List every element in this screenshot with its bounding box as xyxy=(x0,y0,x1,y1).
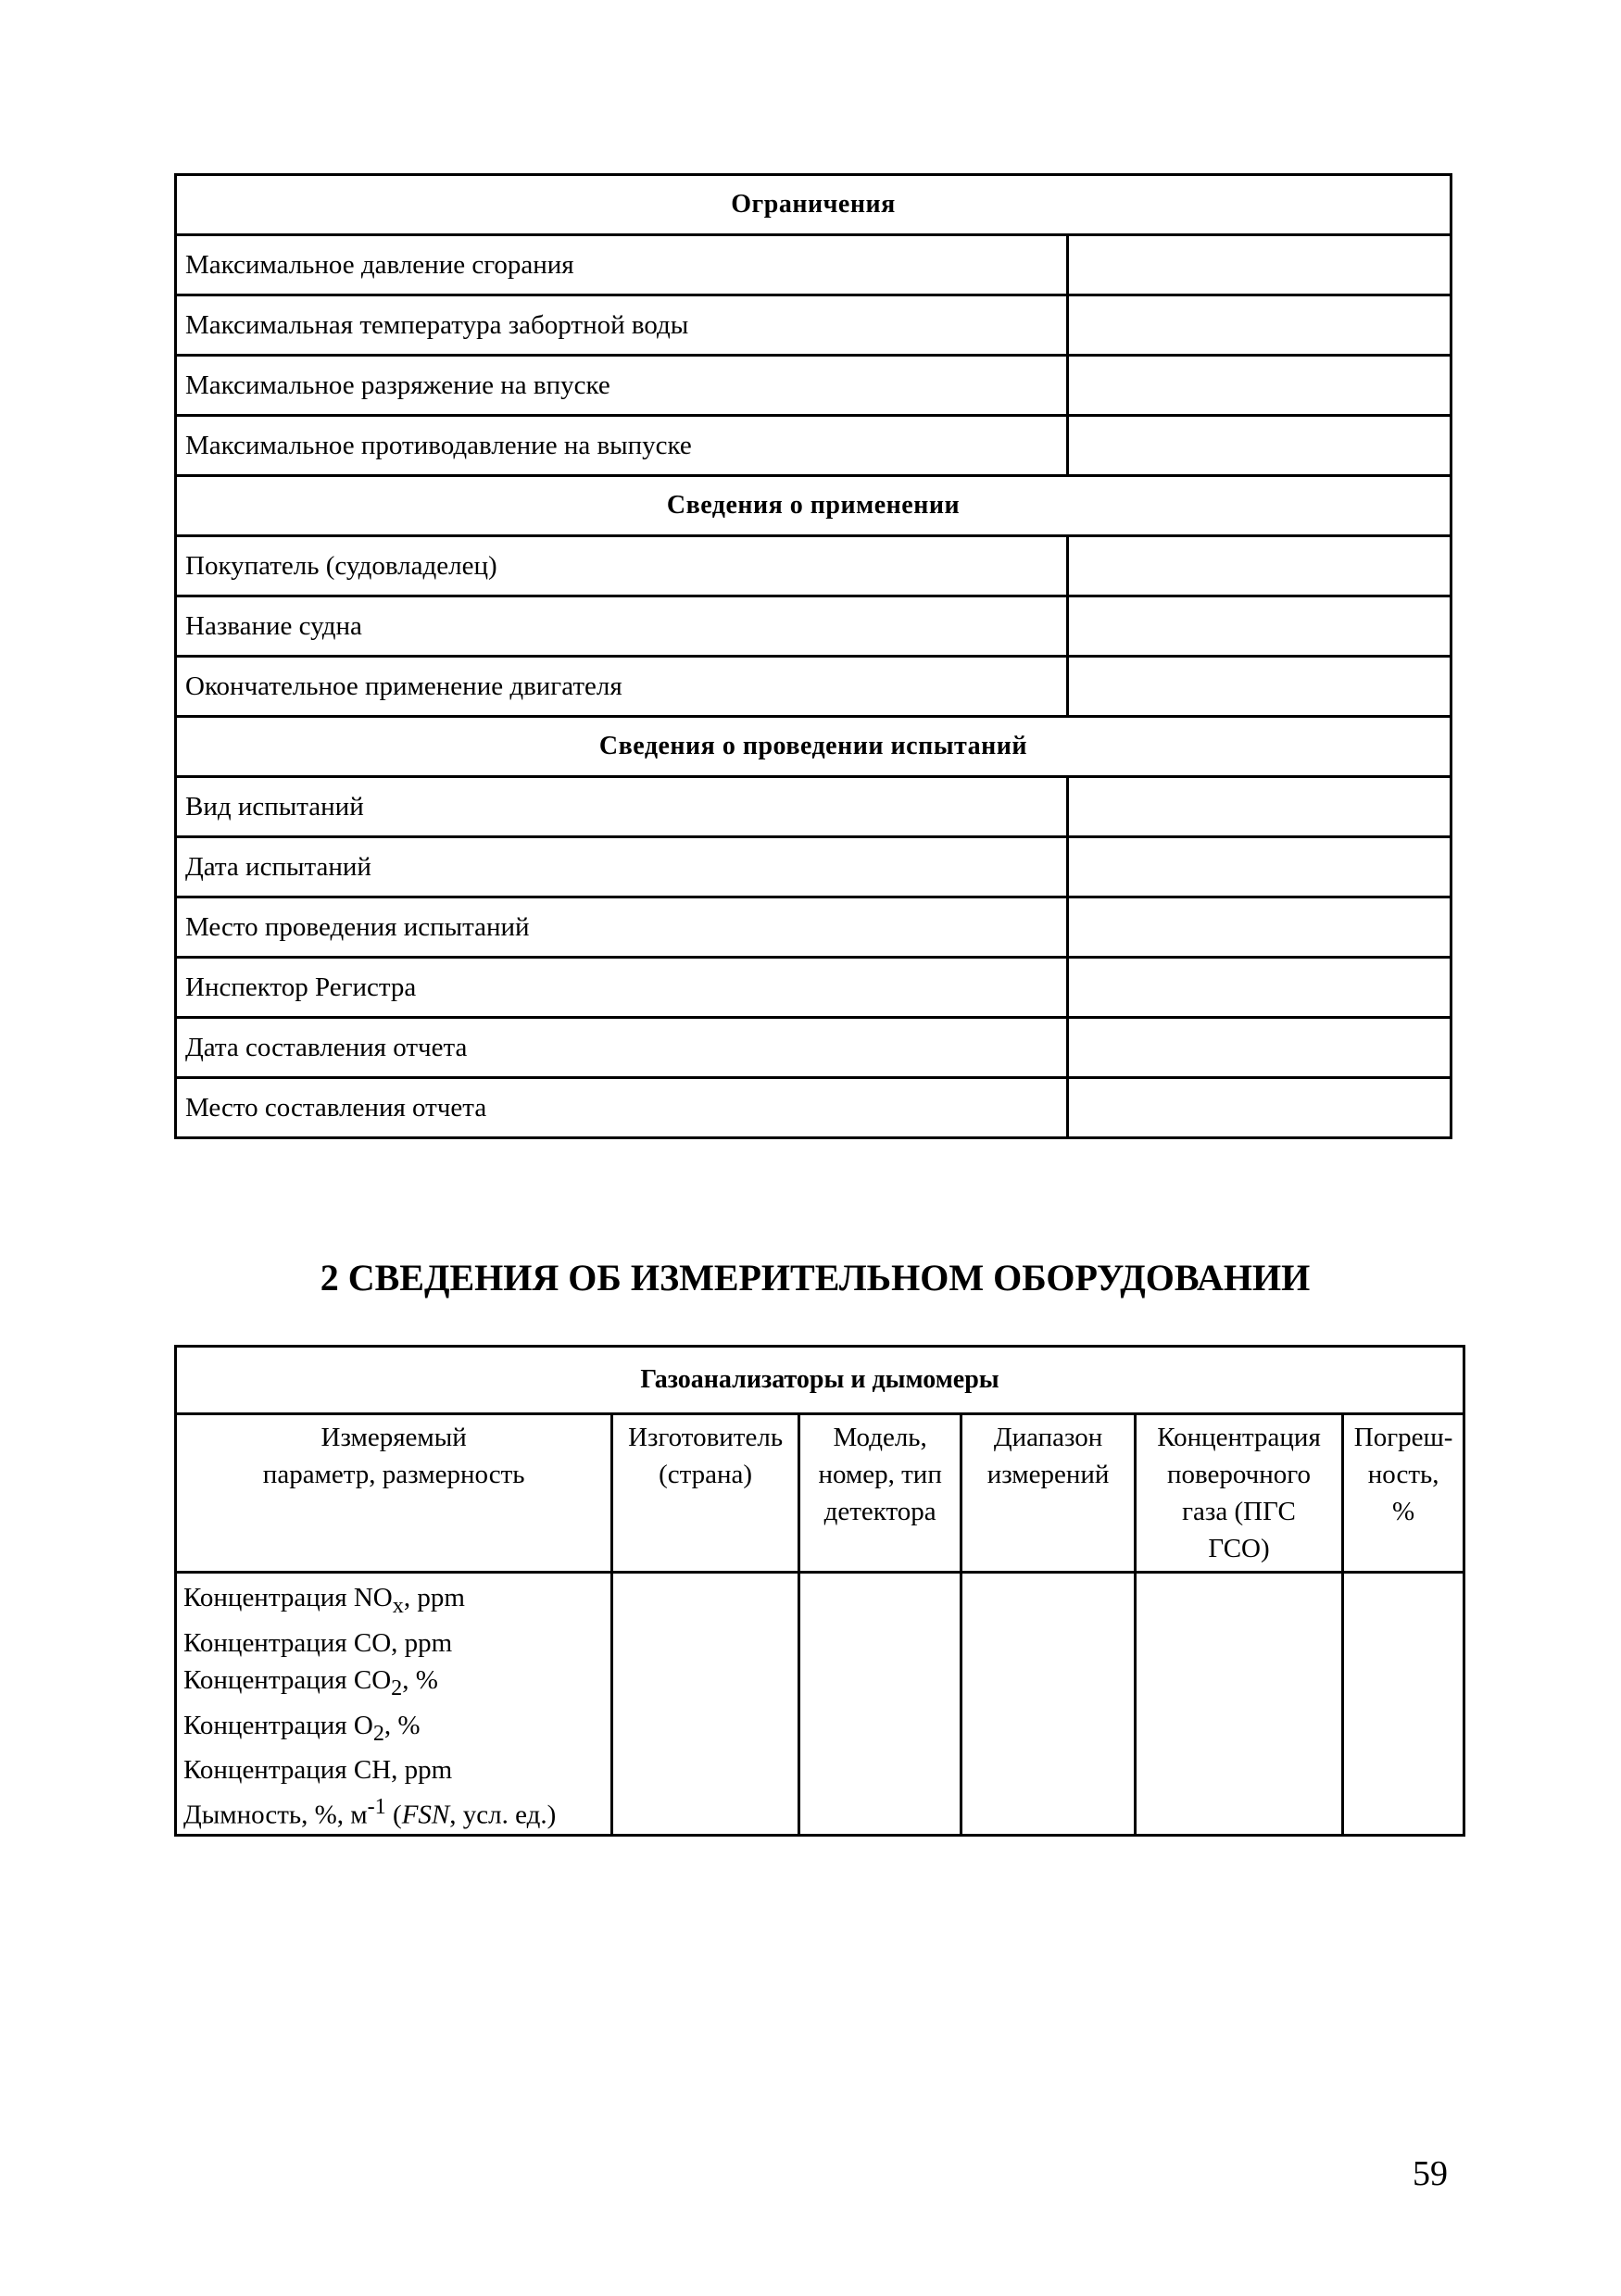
row-label: Дата составления отчета xyxy=(176,1018,1068,1078)
param-co: Концентрация CO, ppm xyxy=(183,1627,453,1658)
header-line: Диапазон xyxy=(993,1423,1103,1452)
table-row xyxy=(176,777,1451,837)
col-header-calibration-gas xyxy=(1135,1414,1342,1573)
value-cell[interactable] xyxy=(961,1573,1135,1836)
table-row xyxy=(176,837,1451,897)
engine-info-table xyxy=(174,173,1452,1139)
value-cell[interactable] xyxy=(1068,356,1451,416)
header-line: ГСО) xyxy=(1208,1534,1270,1563)
header-line: газа (ПГС xyxy=(1182,1497,1296,1526)
header-line: измерений xyxy=(986,1460,1110,1489)
section-heading: 2 СВЕДЕНИЯ ОБ ИЗМЕРИТЕЛЬНОМ ОБОРУДОВАНИИ xyxy=(320,1257,1311,1299)
page-number: 59 xyxy=(1413,2154,1448,2193)
table-row xyxy=(176,1573,1464,1836)
value-cell[interactable] xyxy=(1068,1018,1451,1078)
header-line: Погреш- xyxy=(1353,1423,1453,1452)
row-label: Вид испытаний xyxy=(176,777,1068,837)
param-smoke: Дымность, %, $м^{-1}$ (FSN, усл. ед.) xyxy=(183,1794,557,1831)
table-row xyxy=(176,596,1451,657)
param-ch: Концентрация CH, ppm xyxy=(183,1755,453,1786)
table-row xyxy=(176,295,1451,356)
value-cell[interactable] xyxy=(1068,777,1451,837)
header-line: (страна) xyxy=(659,1460,753,1489)
row-label: Максимальная температура забортной воды xyxy=(176,295,1068,356)
row-label: Покупатель (судовладелец) xyxy=(176,536,1068,596)
row-label: Название судна xyxy=(176,596,1068,657)
gas-analyzers-table xyxy=(174,1345,1465,1837)
header-line: детектора xyxy=(823,1497,936,1526)
table-caption: Газоанализаторы и дымомеры xyxy=(176,1347,1464,1414)
value-cell[interactable] xyxy=(1068,536,1451,596)
header-line: Измеряемый xyxy=(320,1423,467,1452)
table-row xyxy=(176,356,1451,416)
header-row xyxy=(176,1414,1464,1573)
value-cell[interactable] xyxy=(1068,295,1451,356)
parameters-cell xyxy=(176,1573,612,1836)
header-line: Концентрация xyxy=(1157,1423,1321,1452)
header-line: поверочного xyxy=(1167,1460,1311,1489)
value-cell[interactable] xyxy=(1343,1573,1464,1836)
col-header-model xyxy=(798,1414,961,1573)
value-cell[interactable] xyxy=(1068,958,1451,1018)
value-cell[interactable] xyxy=(1135,1573,1342,1836)
value-cell[interactable] xyxy=(1068,235,1451,295)
row-label: Окончательное применение двигателя xyxy=(176,657,1068,717)
value-cell[interactable] xyxy=(1068,897,1451,958)
row-label: Место составления отчета xyxy=(176,1078,1068,1138)
table-row xyxy=(176,235,1451,295)
row-label: Дата испытаний xyxy=(176,837,1068,897)
header-line: ность, xyxy=(1367,1460,1439,1489)
table-row xyxy=(176,536,1451,596)
param-nox: Концентрация $NO_x$, ppm xyxy=(183,1583,465,1618)
table-row xyxy=(176,958,1451,1018)
section-header: Сведения о применении xyxy=(176,476,1451,536)
header-line: Изготовитель xyxy=(628,1423,784,1452)
table-row xyxy=(176,1078,1451,1138)
row-label: Максимальное противодавление на выпуске xyxy=(176,416,1068,476)
header-line: % xyxy=(1392,1497,1415,1526)
value-cell[interactable] xyxy=(1068,657,1451,717)
value-cell[interactable] xyxy=(1068,1078,1451,1138)
col-header-error xyxy=(1343,1414,1464,1573)
row-label: Место проведения испытаний xyxy=(176,897,1068,958)
value-cell[interactable] xyxy=(1068,837,1451,897)
row-label: Максимальное давление сгорания xyxy=(176,235,1068,295)
table-row xyxy=(176,1018,1451,1078)
param-co2: Концентрация $CO_2$, % xyxy=(183,1664,438,1700)
col-header-manufacturer xyxy=(612,1414,799,1573)
header-line: номер, тип xyxy=(818,1460,942,1489)
table-row xyxy=(176,897,1451,958)
table-row xyxy=(176,657,1451,717)
header-line: Модель, xyxy=(833,1423,927,1452)
col-header-range xyxy=(961,1414,1135,1573)
section-header: Сведения о проведении испытаний xyxy=(176,717,1451,777)
param-o2: Концентрация $O_2$, % xyxy=(183,1710,421,1746)
value-cell[interactable] xyxy=(1068,596,1451,657)
section-header: Ограничения xyxy=(176,175,1451,235)
table-row xyxy=(176,416,1451,476)
value-cell[interactable] xyxy=(798,1573,961,1836)
header-line: параметр, размерность xyxy=(262,1460,525,1489)
col-header-parameter xyxy=(176,1414,612,1573)
row-label: Инспектор Регистра xyxy=(176,958,1068,1018)
value-cell[interactable] xyxy=(612,1573,799,1836)
value-cell[interactable] xyxy=(1068,416,1451,476)
row-label: Максимальное разряжение на впуске xyxy=(176,356,1068,416)
